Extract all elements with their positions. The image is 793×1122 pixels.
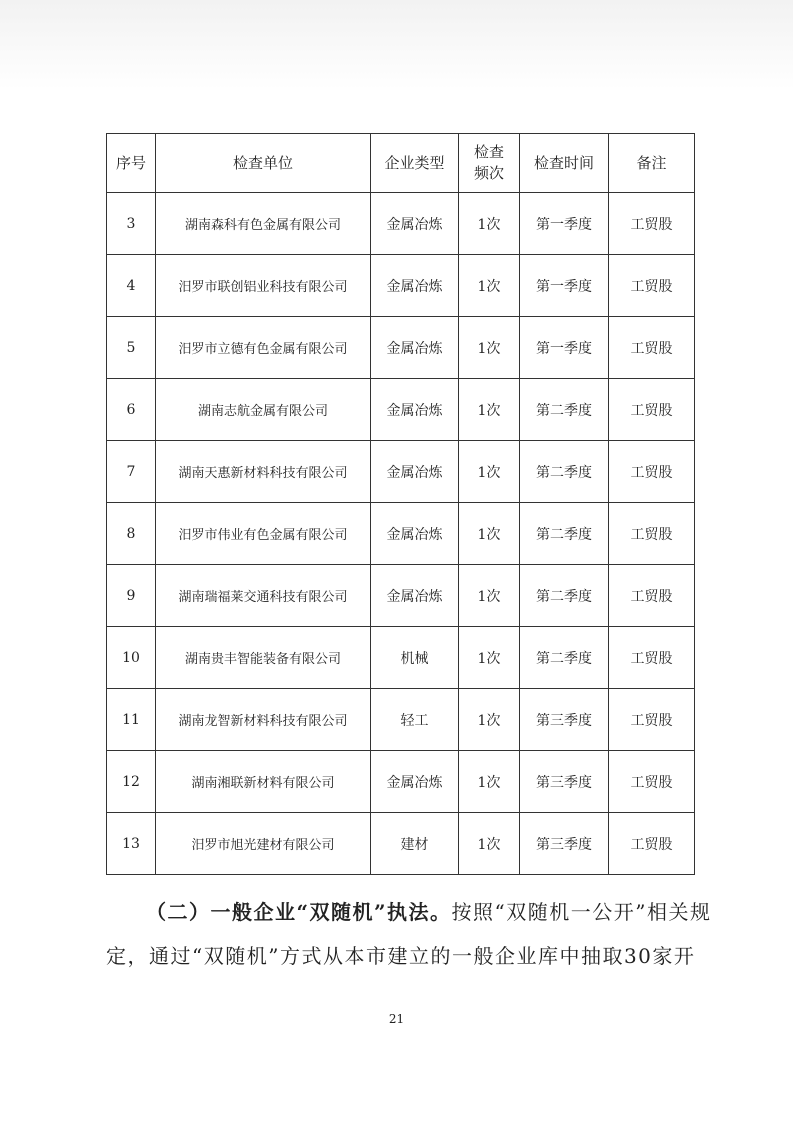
paragraph-text-1: 按照“双随机一公开”相关规 — [451, 900, 712, 924]
cell-unit: 湖南湘联新材料有限公司 — [156, 751, 371, 813]
cell-time: 第三季度 — [520, 813, 609, 875]
cell-note: 工贸股 — [609, 379, 695, 441]
table-row — [107, 689, 695, 751]
cell-unit: 湖南瑞福莱交通科技有限公司 — [156, 565, 371, 627]
header-frequency-line1: 检查 — [473, 143, 504, 161]
cell-type: 轻工 — [371, 689, 459, 751]
cell-type: 建材 — [371, 813, 459, 875]
cell-note: 工贸股 — [609, 813, 695, 875]
table-row — [107, 751, 695, 813]
cell-frequency: 1次 — [459, 503, 520, 565]
cell-note: 工贸股 — [609, 751, 695, 813]
table-row — [107, 813, 695, 875]
cell-note: 工贸股 — [609, 503, 695, 565]
cell-time: 第二季度 — [520, 379, 609, 441]
cell-frequency: 1次 — [459, 565, 520, 627]
cell-frequency: 1次 — [459, 813, 520, 875]
cell-unit: 湖南天惠新材料科技有限公司 — [156, 441, 371, 503]
table-row — [107, 193, 695, 255]
table-row — [107, 565, 695, 627]
cell-unit: 汨罗市立德有色金属有限公司 — [156, 317, 371, 379]
table-row — [107, 379, 695, 441]
header-type: 企业类型 — [371, 134, 459, 193]
header-time: 检查时间 — [520, 134, 609, 193]
cell-type: 金属冶炼 — [371, 503, 459, 565]
cell-type: 金属冶炼 — [371, 255, 459, 317]
cell-time: 第二季度 — [520, 627, 609, 689]
cell-unit: 湖南龙智新材料科技有限公司 — [156, 689, 371, 751]
cell-type: 金属冶炼 — [371, 317, 459, 379]
cell-frequency: 1次 — [459, 193, 520, 255]
cell-type: 金属冶炼 — [371, 565, 459, 627]
header-seq: 序号 — [107, 134, 156, 193]
cell-time: 第二季度 — [520, 441, 609, 503]
cell-unit: 汨罗市伟业有色金属有限公司 — [156, 503, 371, 565]
cell-frequency: 1次 — [459, 689, 520, 751]
page-number: 21 — [388, 1012, 405, 1026]
table-row — [107, 441, 695, 503]
cell-frequency: 1次 — [459, 255, 520, 317]
cell-seq: 6 — [107, 379, 156, 441]
table-header-row — [107, 134, 695, 193]
cell-type: 金属冶炼 — [371, 379, 459, 441]
cell-note: 工贸股 — [609, 317, 695, 379]
cell-seq: 4 — [107, 255, 156, 317]
header-frequency — [459, 134, 520, 193]
table-row — [107, 627, 695, 689]
cell-seq: 13 — [107, 813, 156, 875]
paragraph-line-1 — [106, 890, 712, 934]
cell-time: 第三季度 — [520, 689, 609, 751]
paragraph-line-2: 定，通过“双随机”方式从本市建立的一般企业库中抽取30家开 — [106, 944, 696, 968]
cell-seq: 11 — [107, 689, 156, 751]
cell-unit: 湖南贵丰智能装备有限公司 — [156, 627, 371, 689]
cell-frequency: 1次 — [459, 317, 520, 379]
scan-shadow — [0, 0, 793, 90]
header-unit: 检查单位 — [156, 134, 371, 193]
cell-note: 工贸股 — [609, 441, 695, 503]
cell-time: 第一季度 — [520, 193, 609, 255]
cell-unit: 湖南志航金属有限公司 — [156, 379, 371, 441]
table-row — [107, 255, 695, 317]
cell-seq: 5 — [107, 317, 156, 379]
cell-frequency: 1次 — [459, 627, 520, 689]
cell-note: 工贸股 — [609, 193, 695, 255]
cell-time: 第二季度 — [520, 565, 609, 627]
cell-time: 第二季度 — [520, 503, 609, 565]
cell-seq: 8 — [107, 503, 156, 565]
header-frequency-line2: 频次 — [473, 164, 504, 182]
cell-seq: 7 — [107, 441, 156, 503]
cell-seq: 10 — [107, 627, 156, 689]
cell-type: 机械 — [371, 627, 459, 689]
cell-unit: 汨罗市旭光建材有限公司 — [156, 813, 371, 875]
cell-type: 金属冶炼 — [371, 751, 459, 813]
cell-frequency: 1次 — [459, 379, 520, 441]
table-row — [107, 317, 695, 379]
cell-unit: 汨罗市联创铝业科技有限公司 — [156, 255, 371, 317]
cell-note: 工贸股 — [609, 689, 695, 751]
cell-unit: 湖南森科有色金属有限公司 — [156, 193, 371, 255]
cell-frequency: 1次 — [459, 441, 520, 503]
cell-seq: 12 — [107, 751, 156, 813]
cell-note: 工贸股 — [609, 627, 695, 689]
cell-time: 第一季度 — [520, 317, 609, 379]
section-heading: （二）一般企业“双随机”执法。 — [146, 900, 452, 924]
table-row — [107, 503, 695, 565]
cell-time: 第一季度 — [520, 255, 609, 317]
cell-frequency: 1次 — [459, 751, 520, 813]
header-note: 备注 — [609, 134, 695, 193]
cell-note: 工贸股 — [609, 255, 695, 317]
cell-note: 工贸股 — [609, 565, 695, 627]
cell-seq: 3 — [107, 193, 156, 255]
inspection-table — [106, 133, 695, 875]
cell-time: 第三季度 — [520, 751, 609, 813]
cell-type: 金属冶炼 — [371, 441, 459, 503]
cell-seq: 9 — [107, 565, 156, 627]
cell-type: 金属冶炼 — [371, 193, 459, 255]
